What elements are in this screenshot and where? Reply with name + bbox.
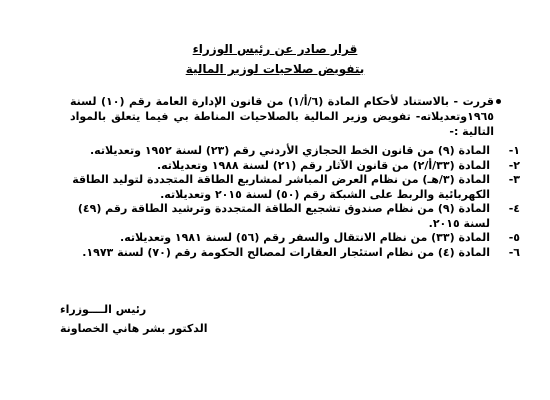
signature-title: رئيس الــــوزراء: [60, 303, 147, 316]
list-item-text: المادة (٩) من قانون الخط الحجازي الأردني رقم (٢٣) لسنة ١٩٥٢ وتعديلاته.: [89, 144, 490, 157]
decision-items-list: [55, 144, 520, 260]
list-item-number: ١-: [508, 144, 520, 157]
list-item-text: المادة (٩) من نظام صندوق تشجيع الطاقة المتجددة وترشيد الطاقة رقم (٤٩) لسنة ٢٠١٥.: [77, 202, 490, 230]
list-item-number: ٥-: [508, 231, 520, 244]
list-item: [55, 144, 520, 159]
list-item-text: المادة (٣٣/أ/٢) من قانون الآثار رقم (٢١) لسنة ١٩٨٨ وتعديلاته.: [156, 158, 490, 172]
list-item-text: المادة (٣/هـ) من نظام العرض المباشر لمشاريع الطاقة المتجددة لتوليد الطاقة الكهربائية والربط على الشبكة رقم (٥٠) لسنة ٢٠١٥ وتعديلاته.: [72, 173, 490, 201]
list-item-text: المادة (٣٣) من نظام الانتقال والسفر رقم (٥٦) لسنة ١٩٨١ وتعديلاته.: [120, 231, 490, 244]
list-item: [55, 202, 520, 231]
list-item-text: المادة (٤) من نظام استئجار العقارات لمصالح الحكومة رقم (٧٠) لسنة ١٩٧٣.: [82, 245, 490, 259]
intro-paragraph: قررت - بالاستناد لأحكام المادة (٦/أ/١) من قانون الإدارة العامة رقم (١٠) لسنة ١٩٦٥وتعديلاته- تفويض وزير المالية بالصلاحيات المناطة بي فيما يتعلق بالمواد التالية :-: [70, 95, 495, 138]
list-item: [55, 158, 520, 174]
list-item: [55, 231, 520, 246]
list-item-number: ٣-: [508, 173, 520, 186]
list-item-number: ٦-: [508, 245, 520, 259]
list-item: [55, 173, 520, 202]
document-title: قرار صادر عن رئيس الوزراء: [192, 42, 358, 56]
signature-name: الدكتور بشر هاني الخصاونة: [60, 322, 208, 335]
bullet-icon: [496, 99, 501, 104]
list-item-number: ٢-: [508, 158, 520, 172]
document-subtitle: بتفويض صلاحيات لوزير المالية: [185, 62, 365, 76]
list-item: [55, 245, 520, 261]
list-item-number: ٤-: [508, 202, 520, 215]
